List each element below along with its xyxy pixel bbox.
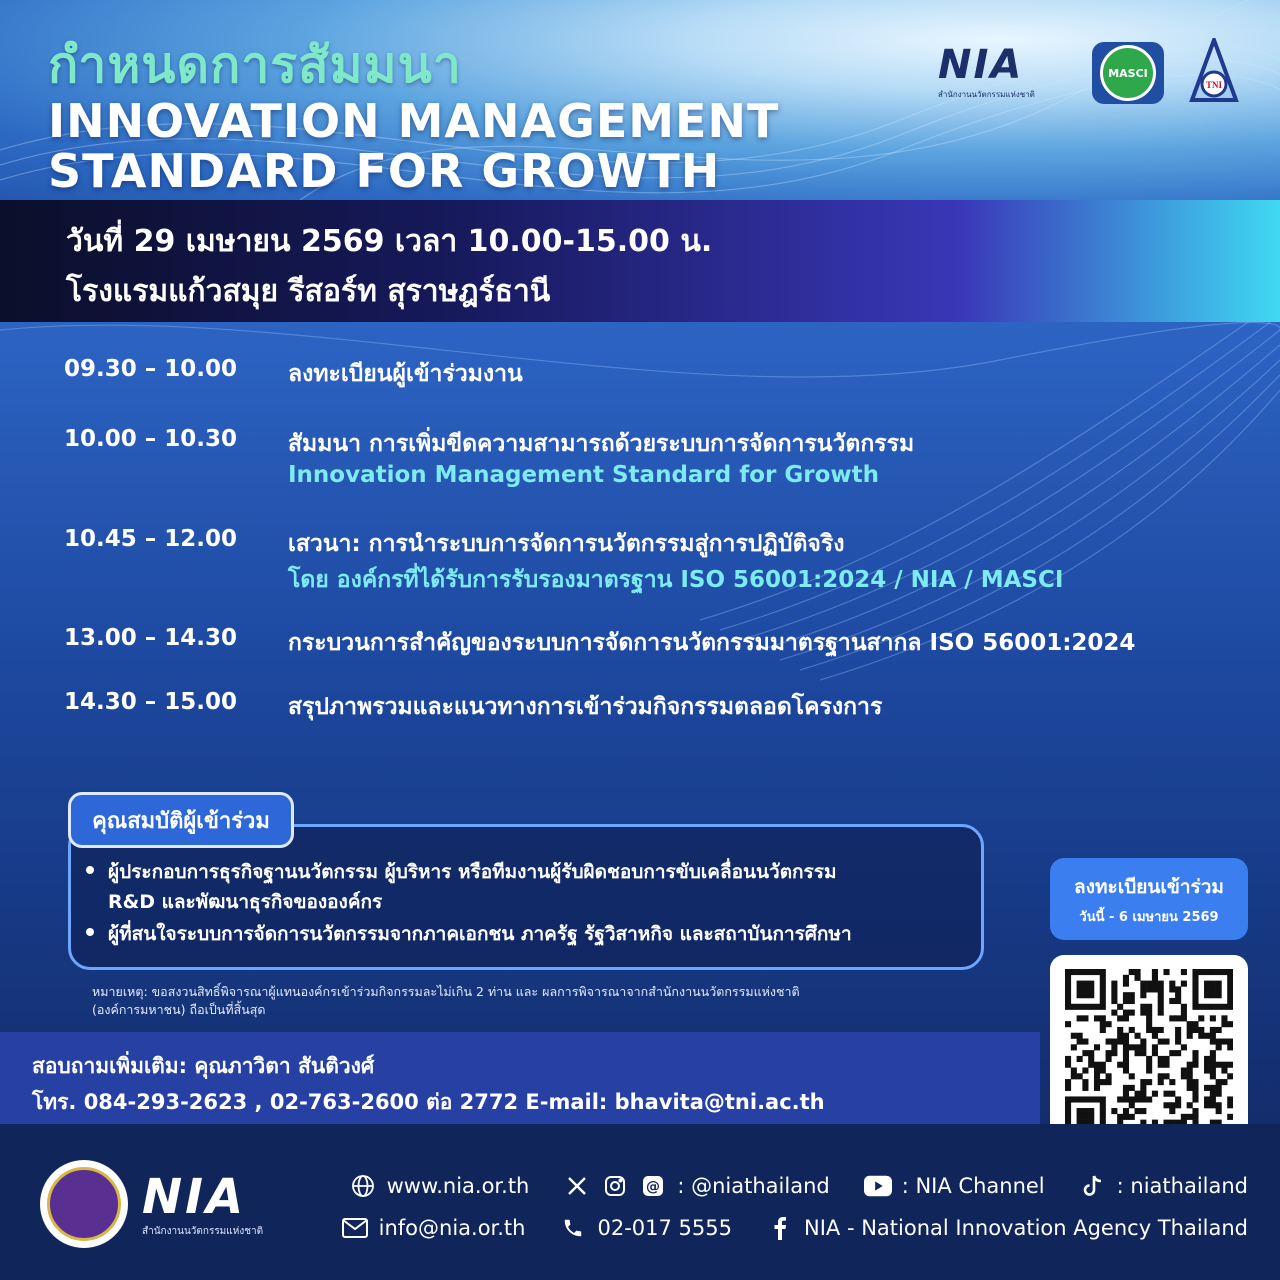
facebook-icon[interactable] bbox=[766, 1214, 794, 1242]
event-venue: โรงแรมแก้วสมุย รีสอร์ท สุราษฎร์ธานี bbox=[66, 274, 551, 309]
agenda-time: 09.30 – 10.00 bbox=[64, 356, 238, 382]
phone-icon bbox=[559, 1214, 587, 1242]
website-link[interactable]: www.nia.or.th bbox=[386, 1174, 530, 1198]
masci-logo-label: MASCI bbox=[1100, 45, 1156, 101]
agenda-time: 14.30 – 15.00 bbox=[64, 689, 238, 715]
agenda-title: ลงทะเบียนผู้เข้าร่วมงาน bbox=[288, 361, 523, 387]
agenda-title: สัมมนา การเพิ่มขีดความสามารถด้วยระบบการจัดการนวัตกรรม bbox=[288, 431, 915, 457]
email-link[interactable]: info@nia.or.th bbox=[378, 1216, 526, 1240]
registration-box[interactable] bbox=[1050, 858, 1248, 940]
facebook-page[interactable]: NIA - National Innovation Agency Thailand bbox=[804, 1216, 1248, 1240]
note-text-continued: (องค์การมหาชน) ถือเป็นที่สิ้นสุด bbox=[92, 1002, 266, 1017]
footer-contact-row bbox=[341, 1214, 1248, 1242]
bullet-icon bbox=[86, 866, 94, 874]
social-handle[interactable]: : @niathailand bbox=[677, 1174, 830, 1198]
registration-title: ลงทะเบียนเข้าร่วม bbox=[1074, 876, 1224, 898]
svg-text:TNI: TNI bbox=[1205, 80, 1223, 90]
nia-logo bbox=[938, 42, 1068, 104]
globe-icon bbox=[349, 1172, 377, 1200]
tiktok-icon[interactable] bbox=[1079, 1172, 1107, 1200]
bullet-icon bbox=[86, 928, 94, 936]
note-text: หมายเหตุ: ขอสงวนสิทธิ์พิจารณาผู้แทนองค์กรเข้าร่วมกิจกรรมละไม่เกิน 2 ท่าน และ ผลการพิจารณาจากสำนักงานนวัตกรรมแห่งชาติ bbox=[92, 984, 800, 999]
title-english-line-1: INNOVATION MANAGEMENT bbox=[48, 94, 780, 148]
qr-code[interactable] bbox=[1065, 969, 1233, 1137]
agenda-time: 10.00 – 10.30 bbox=[64, 426, 238, 452]
x-icon[interactable] bbox=[563, 1172, 591, 1200]
qualification-item: ผู้ประกอบการธุรกิจฐานนวัตกรรม ผู้บริหาร หรือทีมงานผู้รับผิดชอบการขับเคลื่อนนวัตกรรม bbox=[108, 861, 837, 883]
footer-nia-wordmark: NIA bbox=[142, 1169, 247, 1225]
registration-date: วันนี้ - 6 เมษายน 2569 bbox=[1079, 910, 1219, 925]
agenda-time: 10.45 – 12.00 bbox=[64, 526, 238, 552]
event-date: วันที่ 29 เมษายน 2569 เวลา 10.00-15.00 น. bbox=[66, 224, 713, 259]
title-thai: กำหนดการสัมมนา bbox=[48, 36, 462, 94]
title-english-line-2: STANDARD FOR GROWTH bbox=[48, 144, 721, 198]
threads-icon[interactable] bbox=[639, 1172, 667, 1200]
ministry-seal bbox=[40, 1160, 128, 1248]
qr-code-card[interactable] bbox=[1050, 955, 1248, 1151]
masci-logo bbox=[1092, 42, 1164, 104]
svg-text:@: @ bbox=[646, 1179, 661, 1195]
agenda-title: สรุปภาพรวมและแนวทางการเข้าร่วมกิจกรรมตลอดโครงการ bbox=[288, 694, 883, 720]
tiktok-handle[interactable]: : niathailand bbox=[1116, 1174, 1248, 1198]
youtube-icon[interactable] bbox=[864, 1172, 892, 1200]
partner-logos bbox=[938, 38, 1240, 108]
nia-logo-subtitle: สำนักงานนวัตกรรมแห่งชาติ bbox=[938, 90, 1035, 99]
mail-icon bbox=[341, 1214, 369, 1242]
footer-nia-subtitle: สำนักงานนวัตกรรมแห่งชาติ bbox=[142, 1226, 264, 1237]
agenda-subtitle: โดย องค์กรที่ได้รับการรับรองมาตรฐาน ISO 56001:2024 / NIA / MASCI bbox=[288, 567, 1064, 593]
tni-logo bbox=[1188, 38, 1240, 108]
agenda-subtitle: Innovation Management Standard for Growth bbox=[288, 462, 880, 488]
footer-social-row bbox=[349, 1172, 1248, 1200]
agenda-title: กระบวนการสำคัญของระบบการจัดการนวัตกรรมมาตรฐานสากล ISO 56001:2024 bbox=[288, 630, 1136, 656]
qualification-item-continued: R&D และพัฒนาธุรกิจขององค์กร bbox=[108, 891, 383, 913]
youtube-channel[interactable]: : NIA Channel bbox=[901, 1174, 1045, 1198]
qualifications-label: คุณสมบัติผู้เข้าร่วม bbox=[68, 792, 294, 848]
contact-details: โทร. 084-293-2623 , 02-763-2600 ต่อ 2772 E-mail: bhavita@tni.ac.th bbox=[32, 1090, 825, 1114]
instagram-icon[interactable] bbox=[601, 1172, 629, 1200]
qualification-item: ผู้ที่สนใจระบบการจัดการนวัตกรรมจากภาคเอกชน ภาครัฐ รัฐวิสาหกิจ และสถาบันการศึกษา bbox=[108, 923, 852, 945]
footer-nia-logo bbox=[142, 1170, 263, 1239]
phone-number[interactable]: 02-017 5555 bbox=[597, 1216, 732, 1240]
contact-person: สอบถามเพิ่มเติม: คุณภาวิตา สันติวงศ์ bbox=[32, 1054, 375, 1078]
agenda-time: 13.00 – 14.30 bbox=[64, 625, 238, 651]
agenda-title: เสวนา: การนำระบบการจัดการนวัตกรรมสู่การปฏิบัติจริง bbox=[288, 531, 845, 557]
nia-wordmark: NIA bbox=[938, 42, 1024, 88]
